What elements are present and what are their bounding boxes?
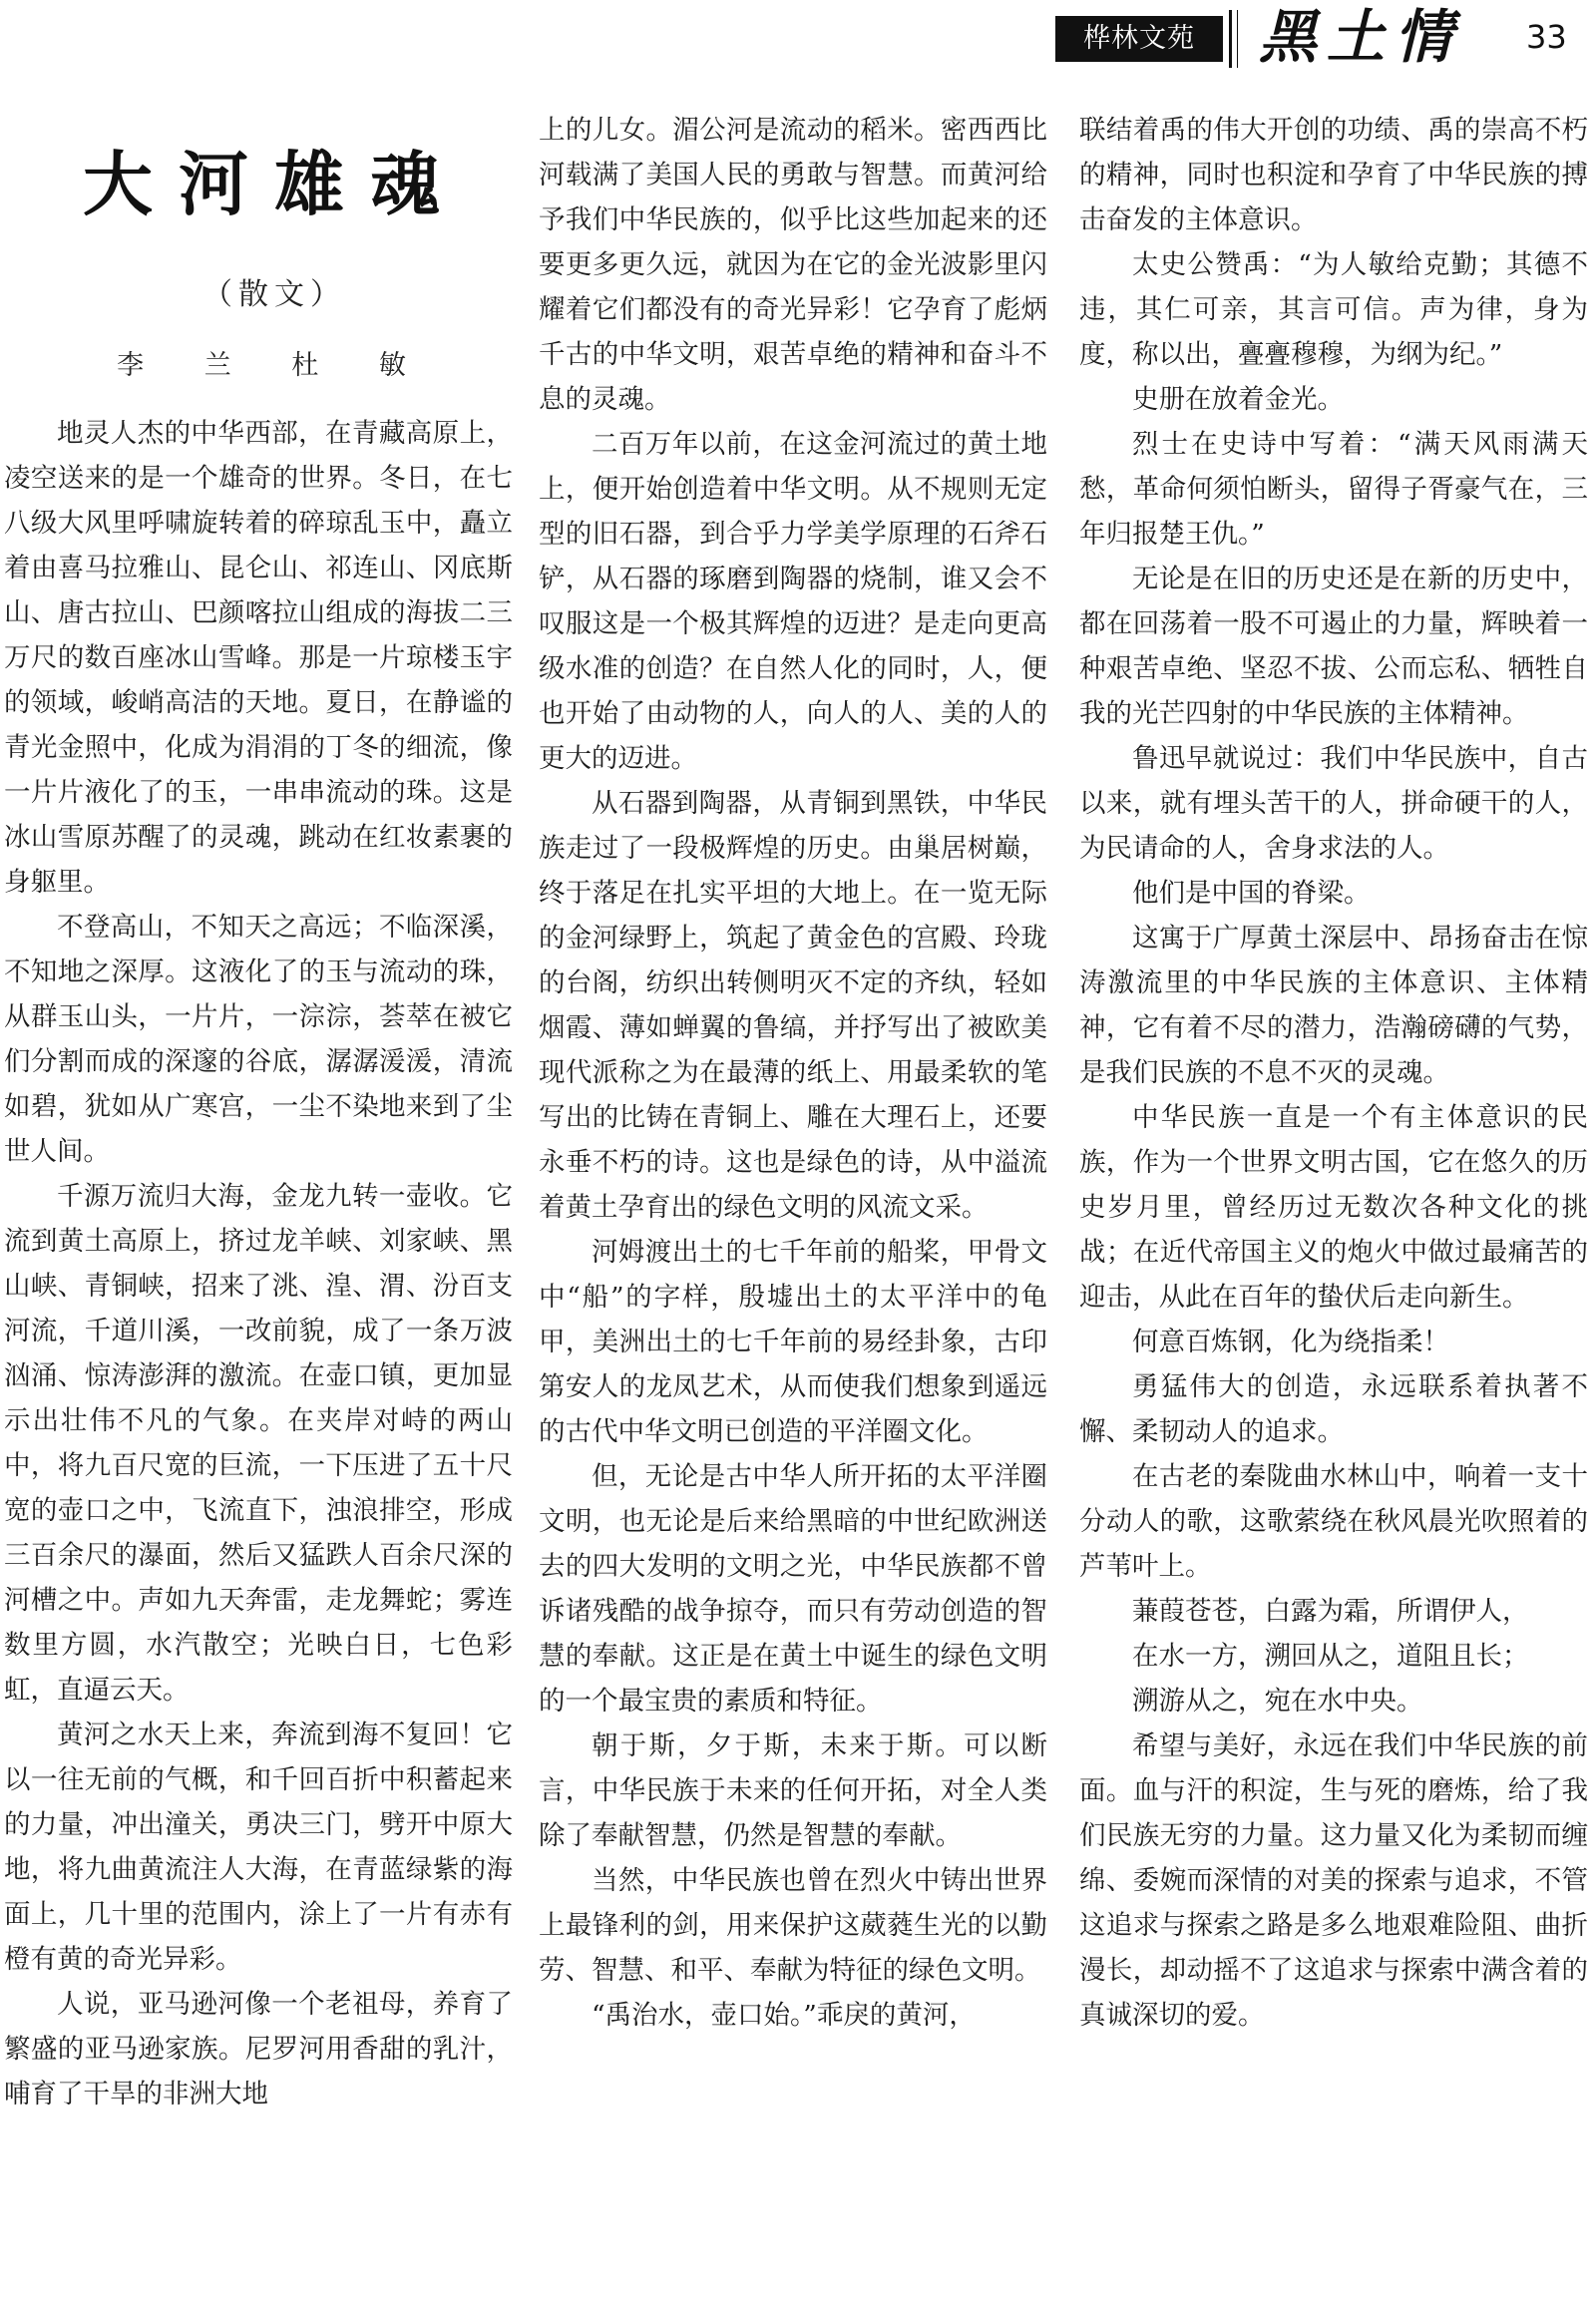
paragraph: 人说，亚马逊河像一个老祖母，养育了繁盛的亚马逊家族。尼罗河用香甜的乳汁，哺育了干旱的非洲大地 bbox=[4, 1989, 513, 2109]
paragraph: 他们是中国的脊梁。 bbox=[1132, 878, 1371, 909]
paragraph: 太史公赞禹：“为人敏给克勤；其德不违，其仁可亲，其言可信。声为律，身为度，称以出，亹亹穆穆，为纲为纪。” bbox=[1079, 249, 1588, 370]
poem-line: 在水一方，溯回从之，道阻且长； bbox=[1132, 1641, 1529, 1672]
paragraph: 河姆渡出土的七千年前的船桨，甲骨文中“船”的字样，殷墟出土的太平洋中的龟甲，美洲出土的七千年前的易经卦象，古印第安人的龙凤艺术，从而使我们想象到遥远的古代中华文明已创造的平洋圈文化。 bbox=[539, 1237, 1047, 1447]
paragraph: 勇猛伟大的创造，永远联系着执著不懈、柔韧动人的追求。 bbox=[1079, 1371, 1588, 1447]
paragraph: 烈士在史诗中写着：“满天风雨满天愁，革命何须怕断头，留得子胥豪气在，三年归报楚王仇。” bbox=[1079, 429, 1588, 550]
paragraph: 在古老的秦陇曲水林山中，响着一支十分动人的歌，这歌萦绕在秋风晨光吹照着的芦苇叶上。 bbox=[1079, 1461, 1588, 1582]
paragraph: “禹治水，壶口始。”乖戾的黄河， bbox=[592, 2000, 976, 2031]
paragraph: 但，无论是古中华人所开拓的太平洋圈文明，也无论是后来给黑暗的中世纪欧洲送去的四大发明的文明之光，中华民族都不曾诉诸残酷的战争掠夺，而只有劳动创造的智慧的奉献。这正是在黄土中诞生的绿色文明的一个最宝贵的素质和特征。 bbox=[539, 1461, 1047, 1717]
paragraph: 史册在放着金光。 bbox=[1132, 384, 1344, 415]
paragraph: 鲁迅早就说过：我们中华民族中，自古以来，就有埋头苦干的人，拼命硬干的人，为民请命的人，舍身求法的人。 bbox=[1079, 743, 1588, 864]
article-title-block bbox=[40, 140, 509, 382]
paragraph: 当然，中华民族也曾在烈火中铸出世界上最锋利的剑，用来保护这葳蕤生光的以勤劳、智慧、和平、奉献为特征的绿色文明。 bbox=[539, 1865, 1047, 1986]
paragraph: 朝于斯，夕于斯，未来于斯。可以断言，中华民族于未来的任何开拓，对全人类除了奉献智慧，仍然是智慧的奉献。 bbox=[539, 1730, 1047, 1851]
header-divider-thin bbox=[1237, 10, 1238, 68]
paragraph: 黄河之水天上来，奔流到海不复回！它以一往无前的气概，和千回百折中积蓄起来的力量，冲出潼关，勇决三门，劈开中原大地，将九曲黄流注人大海，在青蓝绿紫的海面上，几十里的范围内，涂上了一片有赤有橙有黄的奇光异彩。 bbox=[4, 1720, 513, 1975]
header-divider bbox=[1229, 10, 1232, 68]
paragraph: 中华民族一直是一个有主体意识的民族，作为一个世界文明古国，它在悠久的历史岁月里，曾经历过无数次各种文化的挑战；在近代帝国主义的炮火中做过最痛苦的迎击，从此在百年的蛰伏后走向新生。 bbox=[1079, 1102, 1588, 1313]
article-author: 李 兰 杜 敏 bbox=[117, 350, 432, 381]
paragraph: 无论是在旧的历史还是在新的历史中，都在回荡着一股不可遏止的力量，辉映着一种艰苦卓绝、坚忍不拔、公而忘私、牺牲自我的光芒四射的中华民族的主体精神。 bbox=[1079, 564, 1588, 729]
paragraph-continued: 联结着禹的伟大开创的功绩、禹的崇高不朽的精神，同时也积淀和孕育了中华民族的搏击奋发的主体意识。 bbox=[1079, 115, 1588, 235]
text-column-1 bbox=[4, 411, 513, 2296]
page-number: 33 bbox=[1526, 18, 1567, 56]
page-header bbox=[0, 0, 1596, 78]
paragraph: 地灵人杰的中华西部，在青藏高原上，凌空送来的是一个雄奇的世界。冬日，在七八级大风里呼啸旋转着的碎琼乱玉中，矗立着由喜马拉雅山、昆仑山、祁连山、冈底斯山、唐古拉山、巴颜喀拉山组成的海拔二三万尺的数百座冰山雪峰。那是一片琼楼玉宇的领域，峻峭高洁的天地。夏日，在静谧的青光金照中，化成为涓涓的丁冬的细流，像一片片液化了的玉，一串串流动的珠。这是冰山雪原苏醒了的灵魂，跳动在红妆素裹的身躯里。 bbox=[4, 418, 513, 898]
article-genre: （散文） bbox=[202, 277, 346, 312]
paragraph: 千源万流归大海，金龙九转一壶收。它流到黄土高原上，挤过龙羊峡、刘家峡、黑山峡、青铜峡，招来了洮、湟、渭、汾百支河流，千道川溪，一改前貌，成了一条万波汹涌、惊涛澎湃的激流。在壶口镇，更加显示出壮伟不凡的气象。在夹岸对峙的两山中，将九百尺宽的巨流，一下压进了五十尺宽的壶口之中，飞流直下，浊浪排空，形成三百余尺的瀑面，然后又猛跌人百余尺深的河槽之中。声如九天奔雷，走龙舞蛇；雾连数里方圆，水汽散空；光映白日，七色彩虹，直逼云天。 bbox=[4, 1181, 513, 1706]
poem-line: 溯游从之，宛在水中央。 bbox=[1132, 1686, 1423, 1717]
poem-line: 蒹葭苍苍，白露为霜，所谓伊人， bbox=[1132, 1596, 1529, 1627]
magazine-masthead: 黑土情 bbox=[1259, 3, 1463, 71]
paragraph: 二百万年以前，在这金河流过的黄土地上，便开始创造着中华文明。从不规则无定型的旧石器，到合乎力学美学原理的石斧石铲，从石器的琢磨到陶器的烧制，谁又会不叹服这是一个极其辉煌的迈进？是走向更高级水准的创造？在自然人化的同时，人，便也开始了由动物的人，向人的人、美的人的更大的迈进。 bbox=[539, 429, 1047, 774]
column-label-badge: 桦林文苑 bbox=[1055, 16, 1223, 62]
paragraph-continued: 上的儿女。湄公河是流动的稻米。密西西比河载满了美国人民的勇敢与智慧。而黄河给予我们中华民族的，似乎比这些加起来的还要更多更久远，就因为在它的金光波影里闪耀着它们都没有的奇光异彩！它孕育了彪炳千古的中华文明，艰苦卓绝的精神和奋斗不息的灵魂。 bbox=[539, 115, 1047, 415]
article-title: 大河雄魂 bbox=[83, 143, 466, 225]
paragraph: 希望与美好，永远在我们中华民族的前面。血与汗的积淀，生与死的磨炼，给了我们民族无穷的力量。这力量又化为柔韧而缠绵、委婉而深情的对美的探索与追求，不管这追求与探索之路是多么地艰难险阻、曲折漫长，却动摇不了这追求与探索中满含着的真诚深切的爱。 bbox=[1079, 1730, 1588, 2031]
paragraph: 从石器到陶器，从青铜到黑铁，中华民族走过了一段极辉煌的历史。由巢居树巅，终于落足在扎实平坦的大地上。在一览无际的金河绿野上，筑起了黄金色的宫殿、玲珑的台阁，纺织出转侧明灭不定的齐纨，轻如烟霞、薄如蝉翼的鲁缟，并抒写出了被欧美现代派称之为在最薄的纸上、用最柔软的笔写出的比铸在青铜上、雕在大理石上，还要永垂不朽的诗。这也是绿色的诗，从中溢流着黄土孕育出的绿色文明的风流文采。 bbox=[539, 788, 1047, 1223]
text-column-3 bbox=[1079, 108, 1588, 2297]
text-column-2 bbox=[539, 108, 1047, 2297]
paragraph: 这寓于广厚黄土深层中、昂扬奋击在惊涛激流里的中华民族的主体意识、主体精神，它有着不尽的潜力，浩瀚磅礴的气势，是我们民族的不息不灭的灵魂。 bbox=[1079, 923, 1588, 1088]
paragraph: 不登高山，不知天之高远；不临深溪，不知地之深厚。这液化了的玉与流动的珠，从群玉山头，一片片，一淙淙，荟萃在被它们分割而成的深邃的谷底，潺潺湲湲，清流如碧，犹如从广寒宫，一尘不染地来到了尘世人间。 bbox=[4, 912, 513, 1167]
paragraph: 何意百炼钢，化为绕指柔！ bbox=[1132, 1327, 1449, 1357]
